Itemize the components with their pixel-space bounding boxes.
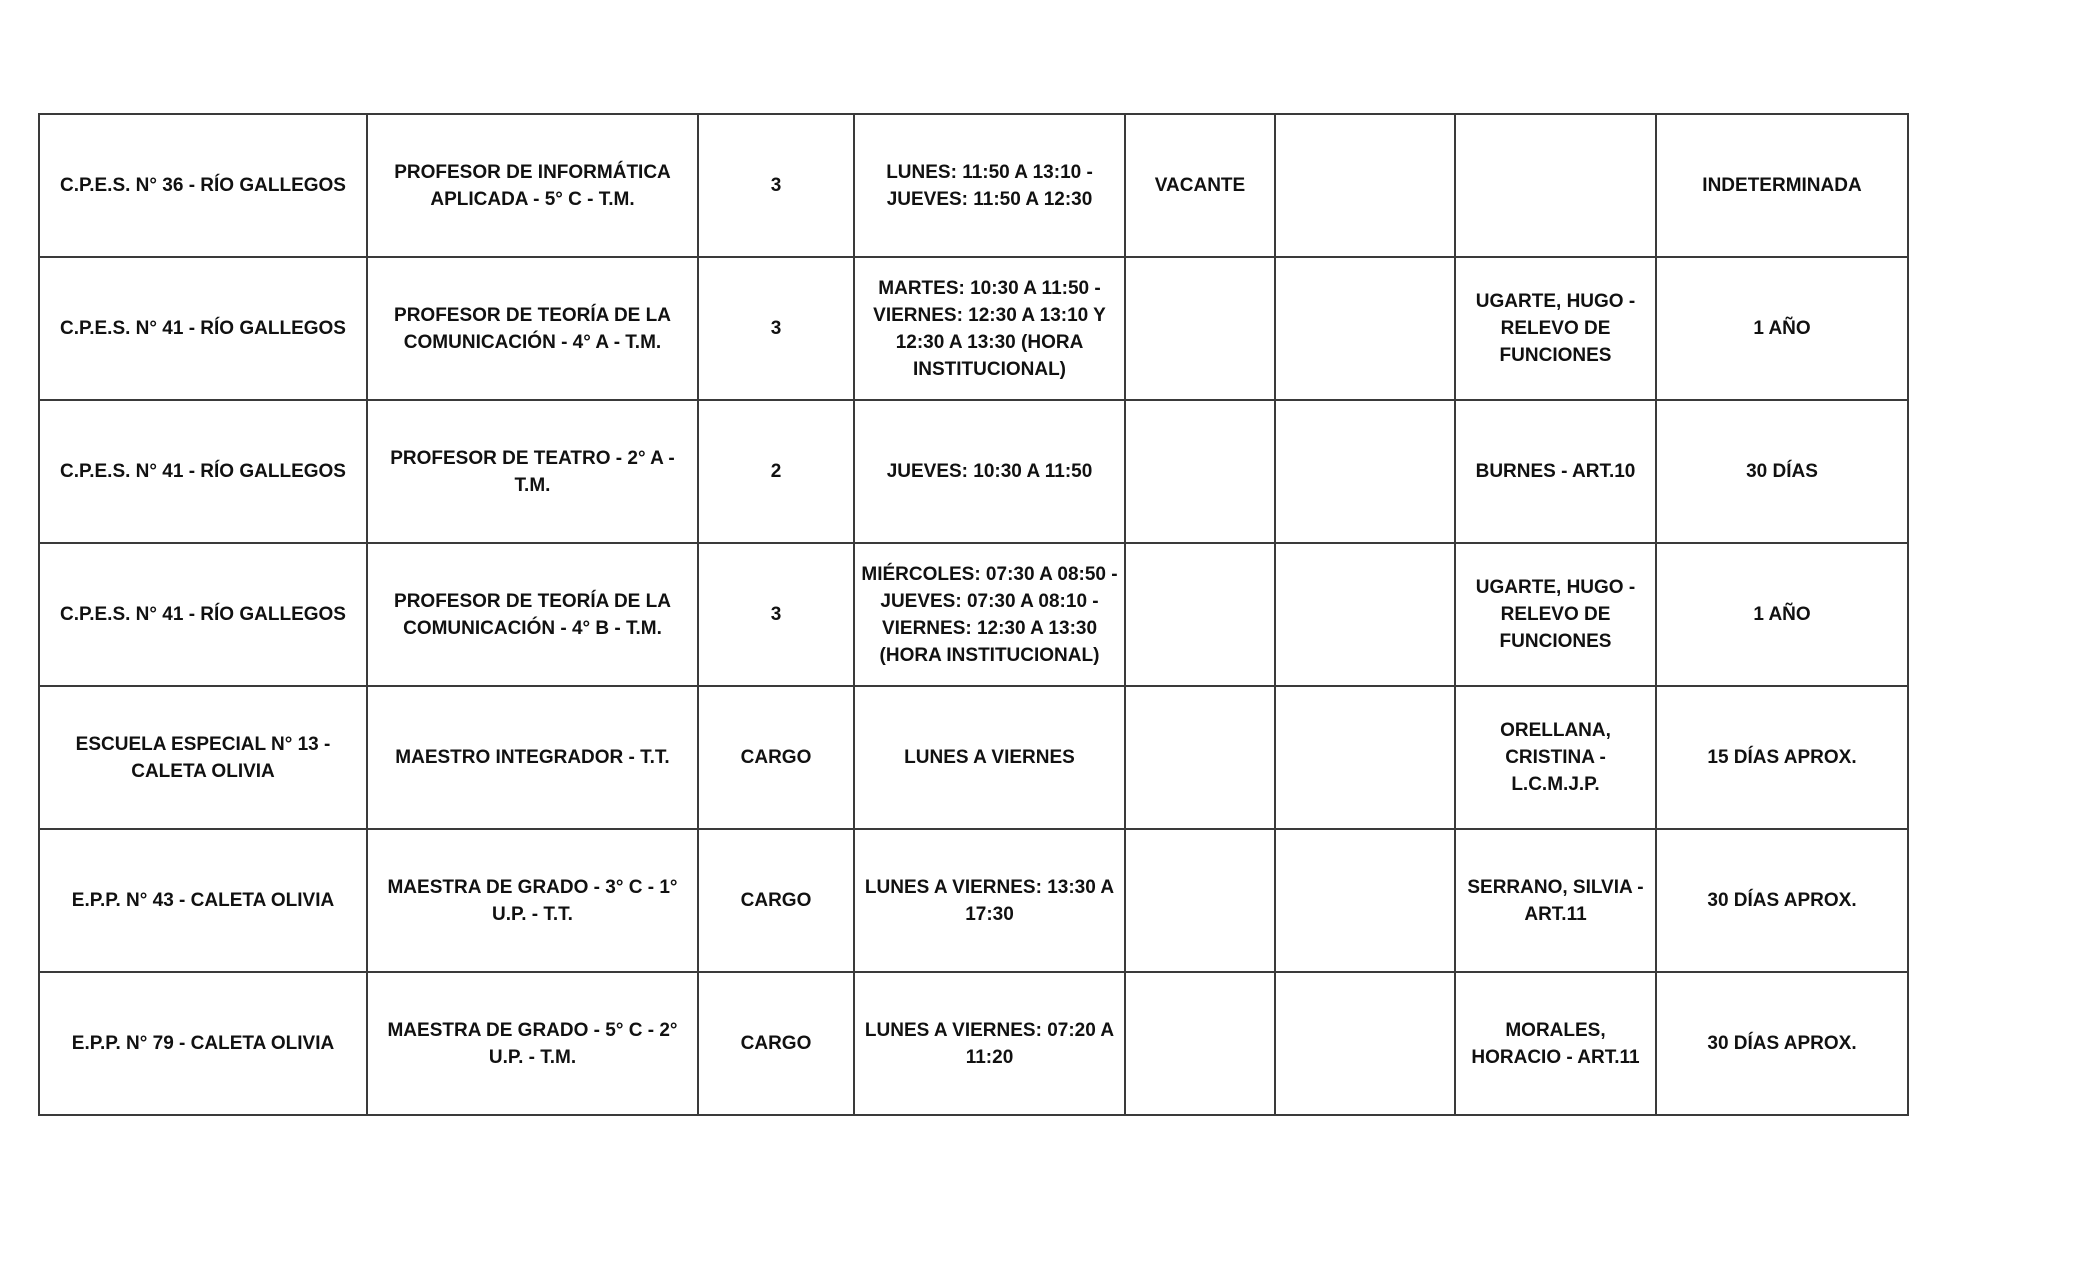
school-cell: ESCUELA ESPECIAL N° 13 - CALETA OLIVIA: [39, 686, 367, 829]
replaces-cell: [1455, 114, 1656, 257]
replaces-cell: MORALES, HORACIO - ART.11: [1455, 972, 1656, 1115]
status-cell: [1125, 257, 1275, 400]
table-row: [39, 400, 1908, 543]
schedule-cell: MARTES: 10:30 A 11:50 - VIERNES: 12:30 A 13:10 Y 12:30 A 13:30 (HORA INSTITUCIONAL): [854, 257, 1125, 400]
table-row: [39, 972, 1908, 1115]
duration-cell: 30 DÍAS APROX.: [1656, 829, 1908, 972]
status-cell: [1125, 400, 1275, 543]
status-cell: [1125, 829, 1275, 972]
duration-cell: 1 AÑO: [1656, 543, 1908, 686]
status-cell: [1125, 972, 1275, 1115]
empty-cell: [1275, 686, 1455, 829]
empty-cell: [1275, 400, 1455, 543]
schedule-cell: LUNES A VIERNES: [854, 686, 1125, 829]
empty-cell: [1275, 257, 1455, 400]
hours-cell: 3: [698, 114, 854, 257]
school-cell: C.P.E.S. N° 41 - RÍO GALLEGOS: [39, 400, 367, 543]
table-row: [39, 257, 1908, 400]
replaces-cell: UGARTE, HUGO - RELEVO DE FUNCIONES: [1455, 543, 1656, 686]
school-cell: C.P.E.S. N° 41 - RÍO GALLEGOS: [39, 257, 367, 400]
school-cell: C.P.E.S. N° 41 - RÍO GALLEGOS: [39, 543, 367, 686]
duration-cell: INDETERMINADA: [1656, 114, 1908, 257]
schedule-cell: LUNES: 11:50 A 13:10 - JUEVES: 11:50 A 12:30: [854, 114, 1125, 257]
status-cell: [1125, 686, 1275, 829]
school-cell: E.P.P. N° 79 - CALETA OLIVIA: [39, 972, 367, 1115]
schedule-cell: LUNES A VIERNES: 13:30 A 17:30: [854, 829, 1125, 972]
hours-cell: CARGO: [698, 972, 854, 1115]
table-row: [39, 686, 1908, 829]
duration-cell: 30 DÍAS APROX.: [1656, 972, 1908, 1115]
vacancy-table: [38, 113, 1909, 1116]
replaces-cell: SERRANO, SILVIA - ART.11: [1455, 829, 1656, 972]
position-cell: PROFESOR DE TEORÍA DE LA COMUNICACIÓN - 4° B - T.M.: [367, 543, 698, 686]
hours-cell: 3: [698, 543, 854, 686]
table-row: [39, 114, 1908, 257]
hours-cell: 3: [698, 257, 854, 400]
status-cell: [1125, 543, 1275, 686]
duration-cell: 15 DÍAS APROX.: [1656, 686, 1908, 829]
position-cell: PROFESOR DE INFORMÁTICA APLICADA - 5° C - T.M.: [367, 114, 698, 257]
table-row: [39, 543, 1908, 686]
school-cell: E.P.P. N° 43 - CALETA OLIVIA: [39, 829, 367, 972]
empty-cell: [1275, 829, 1455, 972]
position-cell: MAESTRO INTEGRADOR - T.T.: [367, 686, 698, 829]
schedule-cell: MIÉRCOLES: 07:30 A 08:50 - JUEVES: 07:30 A 08:10 - VIERNES: 12:30 A 13:30 (HORA INSTITUCIONAL): [854, 543, 1125, 686]
empty-cell: [1275, 972, 1455, 1115]
replaces-cell: UGARTE, HUGO - RELEVO DE FUNCIONES: [1455, 257, 1656, 400]
schedule-cell: JUEVES: 10:30 A 11:50: [854, 400, 1125, 543]
duration-cell: 30 DÍAS: [1656, 400, 1908, 543]
duration-cell: 1 AÑO: [1656, 257, 1908, 400]
hours-cell: 2: [698, 400, 854, 543]
empty-cell: [1275, 114, 1455, 257]
hours-cell: CARGO: [698, 829, 854, 972]
empty-cell: [1275, 543, 1455, 686]
hours-cell: CARGO: [698, 686, 854, 829]
position-cell: MAESTRA DE GRADO - 5° C - 2° U.P. - T.M.: [367, 972, 698, 1115]
schedule-cell: LUNES A VIERNES: 07:20 A 11:20: [854, 972, 1125, 1115]
school-cell: C.P.E.S. N° 36 - RÍO GALLEGOS: [39, 114, 367, 257]
table-row: [39, 829, 1908, 972]
position-cell: PROFESOR DE TEORÍA DE LA COMUNICACIÓN - 4° A - T.M.: [367, 257, 698, 400]
replaces-cell: ORELLANA, CRISTINA - L.C.M.J.P.: [1455, 686, 1656, 829]
position-cell: PROFESOR DE TEATRO - 2° A - T.M.: [367, 400, 698, 543]
position-cell: MAESTRA DE GRADO - 3° C - 1° U.P. - T.T.: [367, 829, 698, 972]
replaces-cell: BURNES - ART.10: [1455, 400, 1656, 543]
status-cell: VACANTE: [1125, 114, 1275, 257]
